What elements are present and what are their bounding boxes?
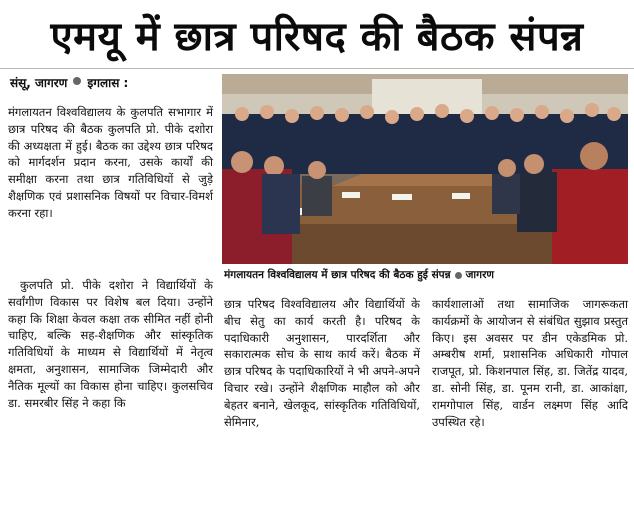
article-column-3 [432, 296, 628, 430]
photo-caption-text: मंगलायतन विश्वविद्यालय में छात्र परिषद की बैठक हुई संपन्न [224, 269, 451, 281]
bullet-icon [73, 77, 81, 85]
headline-rule [0, 68, 634, 69]
news-photo [222, 74, 628, 264]
article-paragraph-2: कुलपति प्रो. पीके दशोरा ने विद्यार्थियों के सर्वांगीण विकास पर विशेष बल दिया। उन्होंने कहा कि शिक्षा केवल कक्षा तक सीमित नहीं होनी चाहिए, बल्कि सह-शैक्षणिक और सांस्कृतिक गतिविधियों के माध्यम से विद्यार्थियों में नेतृत्व क्षमता, अनुशासन, सामाजिक जिम्मेदारी और नैतिक मूल्यों का विकास होना चाहिए। कुलसचिव डा. समरबीर सिंह ने कहा कि [8, 278, 213, 410]
article-column-3-text: कार्यशालाओं तथा सामाजिक जागरूकता कार्यक्रमों के आयोजन से संबंधित सुझाव प्रस्तुत किए। इस अवसर पर डीन एकेडमिक प्रो. अम्बरीष शर्मा, प्रशासनिक अधिकारी गोपाल राजपूत, प्रो. किशनपाल सिंह, डा. जितेंद्र यादव, डा. सोनी सिंह, डा. पूनम रानी, डा. आकांक्षा, रामगोपाल सिंह, वार्डन लक्ष्मण सिंह आदि उपस्थित रहे। [432, 297, 628, 429]
dateline-source: संसू, जागरण [10, 76, 68, 90]
photo-credit: जागरण [465, 269, 494, 281]
article-column-1-bottom [8, 277, 213, 411]
meeting-photo-illustration [222, 74, 628, 264]
article-column-1-top [8, 90, 213, 222]
bullet-icon [455, 272, 462, 279]
article-column-2 [224, 296, 420, 430]
dateline [10, 74, 215, 91]
article-paragraph-1: मंगलायतन विश्वविद्यालय के कुलपति सभागार में छात्र परिषद की बैठक कुलपति प्रो. पीके दशोरा की अध्यक्षता में हुई। बैठक का उद्देश्य छात्र परिषद को मार्गदर्शन प्रदान करना, उसके कार्यों की समीक्षा करना तथा छात्र गतिविधियों से जुड़े शैक्षणिक एवं प्रशासनिक विषयों पर विचार-विमर्श करना रहा। [8, 105, 213, 220]
dateline-place: इगलास : [87, 76, 129, 90]
headline: एमयू में छात्र परिषद की बैठक संपन्न [50, 13, 584, 60]
photo-caption [224, 268, 628, 282]
article-column-2-text: छात्र परिषद विश्वविद्यालय और विद्यार्थियों के बीच सेतु का कार्य करती है। परिषद के पदाधिकारी अनुशासन, पारदर्शिता और सकारात्मक सोच के साथ कार्य करें। बैठक में छात्र परिषद के पदाधिकारियों ने भी अपने-अपने विचार रखे। उन्होंने शैक्षणिक माहौल को और बेहतर बनाने, खेलकूद, सांस्कृतिक गतिविधियों, सेमिनार, [224, 297, 420, 429]
